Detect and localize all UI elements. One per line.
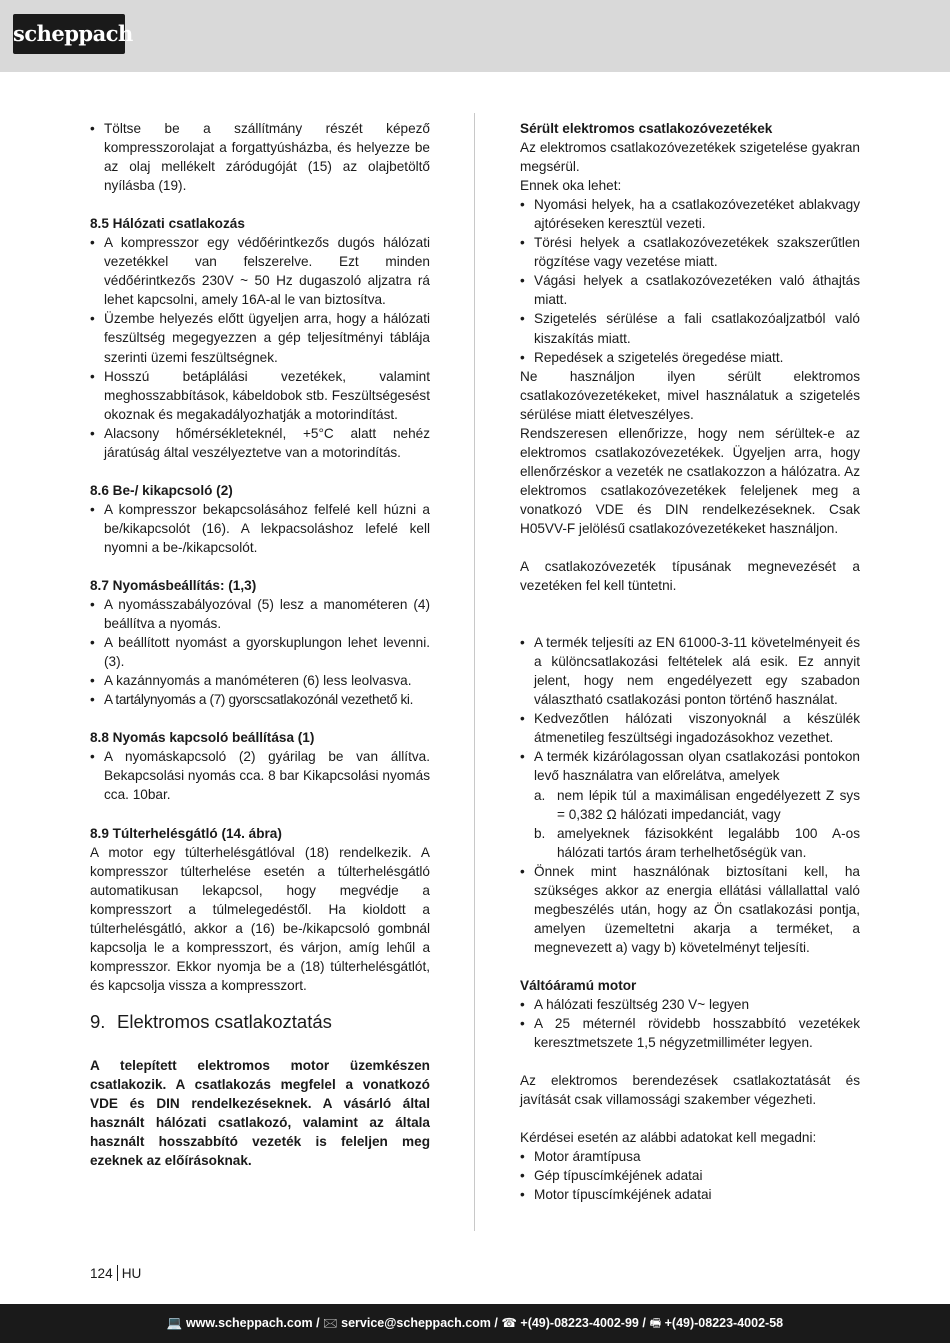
footer-separator: / [638, 1316, 650, 1330]
list-item: • Motor áramtípusa [520, 1147, 860, 1166]
section-heading-damaged-cables: Sérült elektromos csatlakozóvezetékek [520, 121, 773, 136]
section-heading-8-6: 8.6 Be-/ kikapcsoló (2) [90, 482, 233, 498]
sub-list-marker: b. [534, 825, 546, 841]
list-item: • Repedések a szigetelés öregedése miatt. [520, 348, 860, 367]
page-number-value: 124 [90, 1266, 113, 1281]
telephone-icon: ☎ [501, 1316, 517, 1330]
intro-paragraph: A telepített elektromos motor üzemkészen csatlakozik. A csatlakozás megfelel a vonatkozó VDE és DIN rendelkezéseknek. A vásárló által használt hálózati csatlakozó, valamint az általa használt hosszabbító vezeték is feleljen meg ezeknek az előírásoknak. [90, 1057, 430, 1169]
list-item: • Üzembe helyezés előtt ügyeljen arra, hogy a hálózati feszültség megegyezzen a gép teljesítményi táblája szerinti üzemi feszültségnek. [90, 309, 430, 366]
section-heading-8-8: 8.8 Nyomás kapcsoló beállítása (1) [90, 730, 315, 746]
sub-list-item [520, 786, 860, 824]
section-heading-8-7: 8.7 Nyomásbeállítás: (1,3) [90, 577, 257, 593]
footer-fax[interactable]: +(49)-08223-4002-58 [664, 1316, 784, 1330]
list-item: • Töltse be a szállítmány részét képező kompresszorolajat a forgattyúsházba, és helyezze be az olaj mellékelt záródugóját (15) az olajbetöltő nyílásba (19). [90, 119, 430, 195]
section-number: 9. [90, 1010, 106, 1032]
section-heading-8-9: 8.9 Túlterhelésgátló (14. ábra) [90, 825, 282, 841]
section-title: Elektromos csatlakoztatás [117, 1010, 332, 1032]
list-item: • Szigetelés sérülése a fali csatlakozóaljzatból való kiszakítás miatt. [520, 309, 860, 347]
footer-separator: / [312, 1316, 324, 1330]
list-item: • A kompresszor egy védőérintkezős dugós hálózati vezetékkel van felszerelve. Ezt minden védőérintkezős 230V ~ 50 Hz dugaszoló aljzatra rá lehet kapcsolni, amely 16A-al le van biztosítva. [90, 233, 430, 309]
footer-website[interactable]: www.scheppach.com [185, 1316, 313, 1330]
brand-logo [13, 14, 133, 54]
footer-bar [0, 1304, 950, 1343]
paragraph: Ne használjon ilyen sérült elektromos csatlakozóvezetékeket, mivel használatuk a szigetelés sérülése miatt életveszélyes. [520, 368, 860, 422]
paragraph: Az elektromos berendezések csatlakoztatását és javítását csak villamossági szakember végezheti. [520, 1073, 860, 1108]
column-divider [474, 113, 475, 1231]
list-item: • Vágási helyek a csatlakozóvezetéken való áthajtás miatt. [520, 271, 860, 309]
section-heading-9 [90, 1010, 430, 1034]
list-item: • A 25 méternél rövidebb hosszabbító vezetékek keresztmetszete 1,5 négyzetmilliméter legyen. [520, 1014, 860, 1052]
list-item: • A nyomáskapcsoló (2) gyárilag be van állítva. Bekapcsolási nyomás cca. 8 bar Kikapcsolási nyomás cca. 10bar. [90, 747, 430, 804]
list-item: • A nyomásszabályozóval (5) lesz a manométeren (4) beállítva a nyomás. [90, 595, 430, 633]
fax-icon: 🖷 [649, 1316, 662, 1330]
list-item: • A hálózati feszültség 230 V~ legyen [520, 995, 860, 1014]
left-column [90, 119, 430, 1170]
sub-list-text: amelyeknek fázisokként legalább 100 A-os hálózati tartós áram terhelhetőségük van. [557, 825, 860, 860]
footer-phone[interactable]: +(49)-08223-4002-99 [520, 1316, 639, 1330]
section-heading-8-5: 8.5 Hálózati csatlakozás [90, 216, 245, 232]
page-language: HU [121, 1266, 142, 1281]
paragraph: Az elektromos csatlakozóvezetékek szigetelése gyakran megsérül. [520, 140, 860, 175]
paragraph: Ennek oka lehet: [520, 178, 622, 194]
paragraph: Rendszeresen ellenőrizze, hogy nem sérültek-e az elektromos csatlakozóvezetékek. Ügyeljen arra, hogy ellenőrzéskor a vezeték ne csatlakozzon a hálózatra. Az elektromos csatlakozóvezetékek feleljenek meg a vonatkozó VDE és DIN rendelkezéseknek. Csak H05VV-F jelölésű csatlakozóvezetékeket használjon. [520, 425, 860, 536]
footer-email[interactable]: service@scheppach.com [341, 1316, 491, 1330]
list-item: • Törési helyek a csatlakozóvezetékek szakszerűtlen rögzítése vagy vezetése miatt. [520, 233, 860, 271]
list-item: • Gép típuscímkéjének adatai [520, 1166, 860, 1185]
sub-list-text: nem lépik túl a maximálisan engedélyezett Z sys = 0,382 Ω hálózati impedanciát, vagy [557, 787, 860, 822]
paragraph: A motor egy túlterhelésgátlóval (18) rendelkezik. A kompresszor túlterhelése esetén a túlterhelésgátló automatikusan lekapcsol, hogy megvédje a kompresszort a túlmelegedéstől. Ha kioldott a túlterhelésgátló, akkor a (16) be-/kikapcsoló gombnál kapcsolja le a kompresszort, és várjon, amíg lehűl a kompresszor. Ekkor nyomja be a (18) túlterhelésgátlót, és kapcsolja vissza a kompresszort. [90, 844, 430, 993]
list-item: • Önnek mint használónak biztosítani kell, ha szükséges akkor az energia ellátási vállallattal való megbeszélés után, hogy az Ön csatlakozási pontja, amelyen üzemeltetni akarja a terméket, a megnevezett a) vagy b) követelményt teljesíti. [520, 862, 860, 957]
footer-separator: / [490, 1316, 502, 1330]
section-heading-ac-motor: Váltóáramú motor [520, 977, 637, 993]
laptop-icon: 💻 [166, 1316, 183, 1330]
envelope-icon: 🖂 [323, 1316, 338, 1330]
list-item: • A kompresszor bekapcsolásához felfelé kell húzni a be/kikapcsolót (16). A lekpacsoláshoz lefelé kell nyomni a be-/kikapcsolót. [90, 500, 430, 557]
page-number-separator [117, 1265, 118, 1281]
list-item: • A kazánnyomás a manóméteren (6) less leolvasva. [90, 671, 430, 690]
right-column [520, 119, 860, 1204]
list-item: • A tartálynyomás a (7) gyorscsatlakozónál vezethető ki. [90, 690, 430, 709]
header-bar [0, 0, 950, 72]
sub-list-item [520, 824, 860, 862]
list-item: • Motor típuscímkéjének adatai [520, 1185, 860, 1204]
list-item: • Hosszú betáplálási vezetékek, valamint meghosszabbítások, kábeldobok stb. Feszültségesést okoznak és megakadályozhatják a motorindítást. [90, 367, 430, 424]
list-item: • Nyomási helyek, ha a csatlakozóvezetéket ablakvagy ajtóréseken keresztül vezeti. [520, 195, 860, 233]
brand-logo-text: scheppach [13, 21, 133, 46]
list-item: • A beállított nyomást a gyorskuplungon lehet levenni. (3). [90, 633, 430, 671]
page-number [90, 1265, 141, 1283]
list-item: • Kedvezőtlen hálózati viszonyoknál a készülék átmenetileg feszültségi ingadozásokhoz vezethet. [520, 709, 860, 747]
list-item: • Alacsony hőmérsékleteknél, +5°C alatt nehéz járatúság által veszélyeztetve van a motorindítás. [90, 424, 430, 462]
list-item: • A termék kizárólagossan olyan csatlakozási pontokon levő használatra van előrelátva, amelyek [520, 747, 860, 785]
sub-list-marker: a. [534, 787, 546, 803]
paragraph: A csatlakozóvezeték típusának megnevezését a vezetéken fel kell tüntetni. [520, 559, 860, 594]
paragraph: Kérdései esetén az alábbi adatokat kell megadni: [520, 1130, 817, 1146]
list-item: • A termék teljesíti az EN 61000-3-11 követelményeit és a különcsatlakozási feltételek alá esik. Ez annyit jelent, hogy nem engedélyezett egy szabadon választható csatlakozási ponton történő használat. [520, 633, 860, 709]
